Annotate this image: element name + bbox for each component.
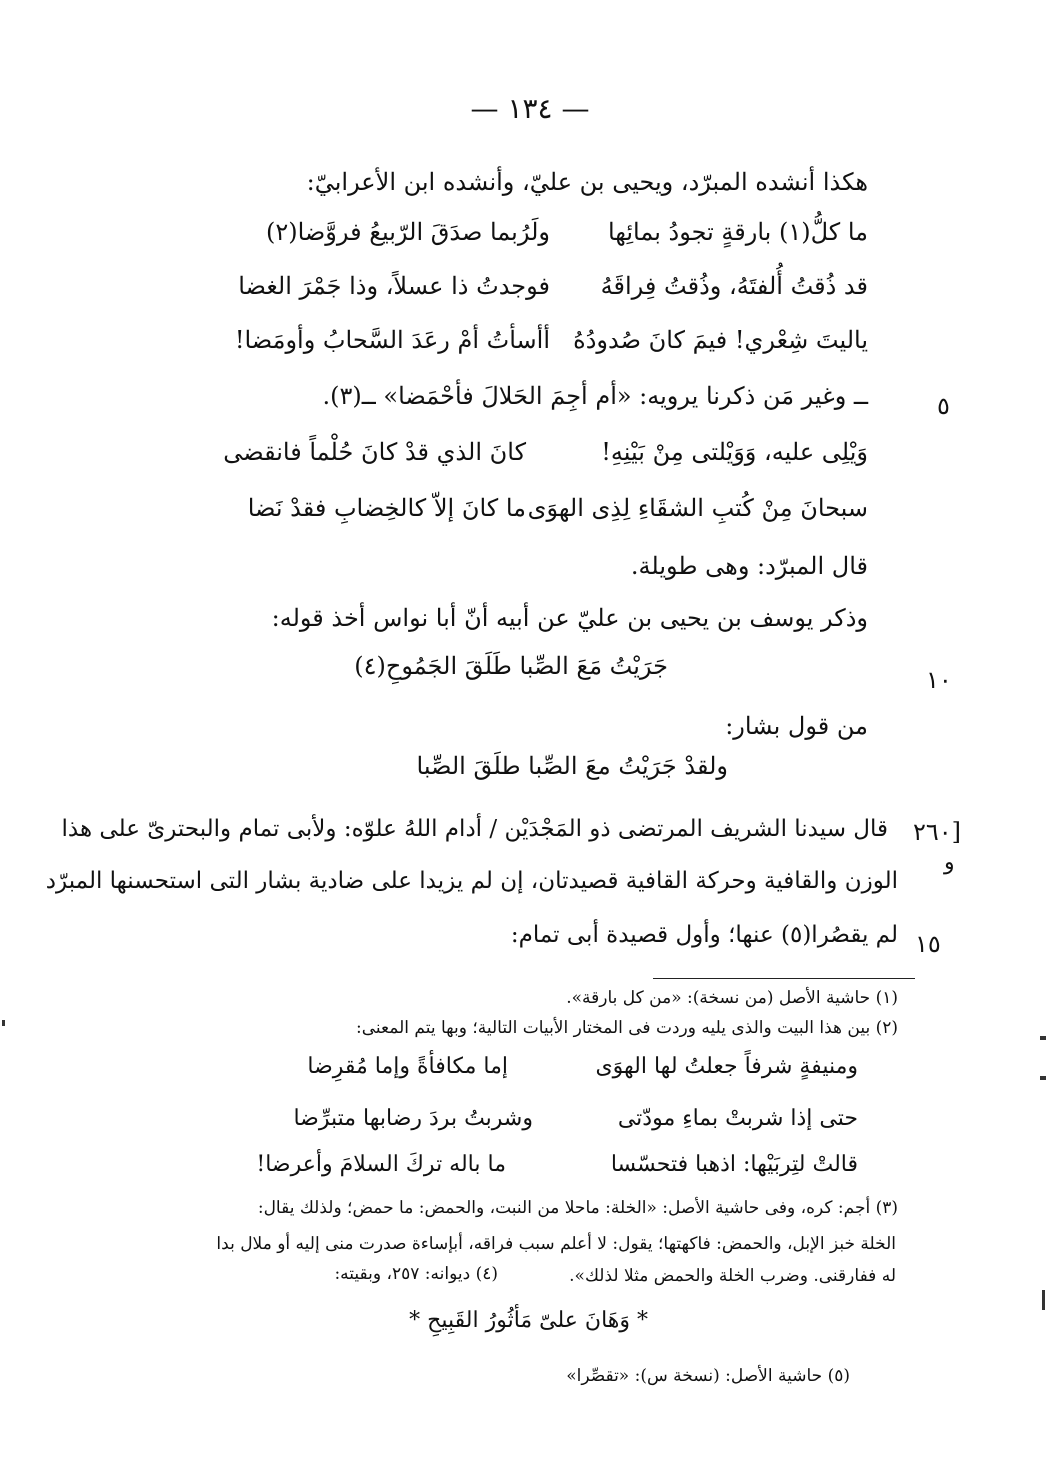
fn2-verse-2-left: وشربتُ بردَ رضابها متبرِّضا (293, 1106, 533, 1131)
footnote-3-line-1: (٣) أجم: كره، وفى حاشية الأصل: «الخلة: ماحلا من النبت، والحمض: ما حمض؛ ولذلك يقال: (257, 1198, 898, 1218)
sharif-line-2: الوزن والقافية وحركة القافية قصيدتان، إن لم يزيدا على ضادية بشار التى استحسنها المبرّد (45, 868, 898, 894)
footnote-4: (٤) ديوانه: ٢٥٧، وبقيته: (334, 1264, 498, 1284)
bashar-intro: من قول بشار: (725, 712, 868, 740)
footnote-1: (١) حاشية الأصل (من نسخة): «من كل بارقة». (566, 988, 898, 1008)
verse-a1-right: ما كلُّ(١) بارقةٍ تجودُ بمائِها (607, 218, 868, 246)
verse-a1-left: ولَرُبما صدَقَ الرّبيعُ فروَّضا(٢) (265, 218, 550, 246)
mubarrad-line: قال المبرّد: وهى طويلة. (630, 552, 868, 580)
fn2-verse-1-right: ومنيفةٍ شرفاً جعلتُ لها الهوَى (595, 1054, 858, 1079)
footnote-5: (٥) حاشية الأصل: (نسخة س): «تقصِّرا» (566, 1366, 850, 1386)
scan-speck (1040, 1036, 1046, 1040)
scan-speck (2, 1020, 5, 1026)
verse-a2-right: قد ذُقتُ أُلفتَهُ، وذُقتُ فِراقَهُ (600, 272, 868, 300)
footnote-2: (٢) بين هذا البيت والذى يليه وردت فى المختار الأبيات التالية؛ وبها يتم المعنى: (356, 1018, 898, 1038)
scan-speck (1040, 1076, 1046, 1080)
footnote-3-line-2: الخلة خبز الإبل، والحمض: فاكهتها؛ يقول: لا أعلم سبب فراقه، أبإساءة صدرت منى إليه أو ملال بدا (216, 1234, 896, 1254)
page-number: — ١٣٤ — (470, 92, 590, 125)
verse-b2-right: سبحانَ مِنْ كُتبِ الشقَاءِ لِذِى الهوَى (527, 494, 868, 522)
line-number-10: ١٠ (926, 666, 952, 694)
scan-speck (1042, 1290, 1045, 1310)
bashar-verse: ولقدْ جَرَيْتُ معَ الصِّبا طلَقَ الصِّبا (416, 752, 728, 780)
verse-a2-left: فوجدتُ ذا عسلاً، وذا جَمْرَ الغضا (238, 272, 550, 300)
intro-line: هكذا أنشده المبرّد، ويحيى بن عليّ، وأنشده ابن الأعرابيّ: (306, 168, 868, 196)
verse-b2-left: ما كانَ إلاّ كالخِضابِ فقدْ نَضا (247, 494, 526, 522)
fn2-verse-1-left: إما مكافأةً وإما مُقرِضا (307, 1054, 508, 1079)
line-number-5: ٥ (937, 392, 950, 420)
yusuf-line: وذكر يوسف بن يحيى بن عليّ عن أبيه أنّ أبا نواس أخذ قوله: (271, 604, 868, 632)
verse-a3-right: ياليتَ شِعْري! فيمَ كانَ صُدودُهُ (573, 326, 868, 354)
line-number-15: ١٥ (915, 930, 941, 958)
margin-verso-mark: و (944, 850, 955, 875)
fn2-verse-3-right: قالتْ لتِربَيْها: اذهبا فتحسّسا (610, 1152, 858, 1177)
verse-a3-left: أأسأتُ أمْ رعَدَ السَّحابُ وأومَضا! (234, 326, 550, 354)
sharif-line-3: لم يقصُرا(٥) عنها؛ وأول قصيدة أبى تمام: (510, 922, 898, 948)
fn2-verse-3-left: ما باله تركَ السلامَ وأعرضا! (256, 1152, 506, 1177)
fn4-verse: * وَهَانَ علىّ مَأثُورُ القَبِيحِ * (409, 1308, 648, 1333)
variant-note-line: ــ وغير مَن ذكرنا يرويه: «أم أجِمَ الحَلالَ فأحْمَضا» ــ(٣). (322, 382, 868, 410)
sharif-line-1: قال سيدنا الشريف المرتضى ذو المَجْدَيْن / أدام اللهُ علوّه: ولأبى تمام والبحترىّ على هذا (61, 816, 888, 842)
fn2-verse-2-right: حتى إذا شربتْ بماءِ مودّتى (617, 1106, 858, 1131)
verse-b1-right: وَيْلِى عليه، وَوَيْلتى مِنْ بَيْنِهِ! (601, 438, 868, 466)
footnote-separator (653, 978, 915, 979)
margin-page-ref: [٢٦٠ (913, 818, 962, 846)
verse-b1-left: كانَ الذي قدْ كانَ حُلْماً فانقضى (223, 438, 526, 466)
footnote-3-line-3: له ففارقنى. وضرب الخلة والحمض مثلا لذلك». (569, 1266, 896, 1286)
abu-nuwas-verse: جَرَيْتُ مَعَ الصِّبا طَلَقَ الجَمُوحِ(٤) (354, 652, 668, 680)
